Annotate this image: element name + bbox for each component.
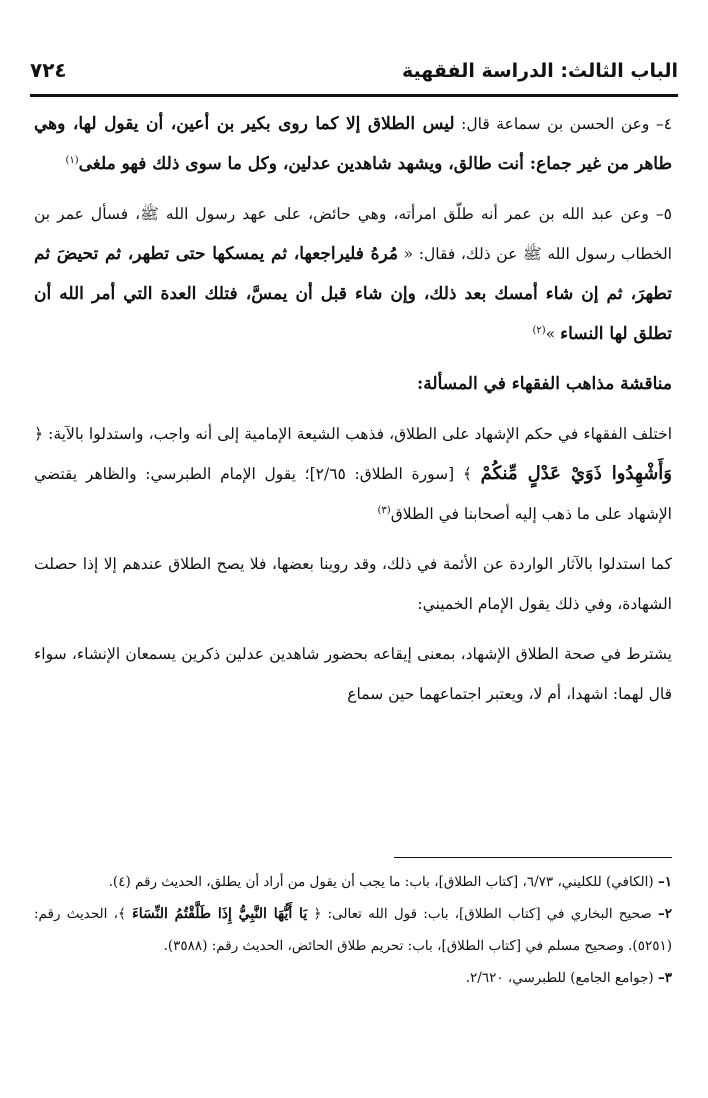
paragraph-8: يشترط في صحة الطلاق الإشهاد، بمعنى إيقاعه بحضور شاهدين عدلين ذكرين يسمعان الإنشاء، سواء قال لهما: اشهدا، أم لا، ويعتبر اجتماعهما حين سماع <box>34 645 672 703</box>
footnote-number: ٣– <box>657 970 672 986</box>
footnote-3 <box>34 962 672 994</box>
running-header <box>30 56 678 96</box>
paragraph-6 <box>34 414 672 534</box>
quran-verse: وَأَشْهِدُوا ذَوَيْ عَدْلٍ مِّنكُمْ <box>480 463 672 484</box>
paragraph-gap <box>34 624 672 634</box>
paragraph-gap <box>34 534 672 544</box>
page-number: ٧٢٤ <box>30 58 67 82</box>
p4-intro: ٤– وعن الحسن بن سماعة قال: <box>454 115 673 133</box>
footnote-ref-3: (٣) <box>377 504 391 516</box>
footnote-text: (الكافي) للكليني، ٦/٧٣، [كتاب الطلاق]، باب: ما يجب أن يقول من أراد أن يطلق، الحديث رقم (٤). <box>108 874 654 890</box>
header-rule <box>30 94 678 97</box>
footnote-1 <box>34 866 672 898</box>
footnote-rule <box>394 857 672 858</box>
p6-text: اختلف الفقهاء في حكم الإشهاد على الطلاق، فذهب الشيعة الإمامية إلى أنه واجب، واستدلوا بالآية: ﴿ <box>34 425 672 443</box>
section-heading: مناقشة مذاهب الفقهاء في المسألة: <box>417 374 672 394</box>
footnote-ref-1: (١) <box>65 154 79 166</box>
paragraph-gap <box>34 184 672 194</box>
footnote-number: ١– <box>657 874 672 890</box>
p5-text: ٥– وعن عبد الله بن عمر أنه طلّق امرأته، وهي حائض، على عهد رسول الله ﷺ، فسأل عمر بن الخطاب رسول الله ﷺ عن ذلك، فقال: « <box>34 205 672 263</box>
p5-quote-close: » <box>545 325 561 343</box>
footnote-text: (جوامع الجامع) للطبرسي، ٢/٦٢٠. <box>465 970 654 986</box>
footnote-verse: يَا أَيُّهَا النَّبِيُّ إِذَا طَلَّقْتُمُ النِّسَاءَ <box>132 906 308 922</box>
p6-text-cont: ﴾ [سورة الطلاق: ٢/٦٥]؛ يقول الإمام الطبرسي: والظاهر يقتضي الإشهاد على ما ذهب إليه أصحابنا في الطلاق <box>34 465 672 523</box>
chapter-title: الباب الثالث: الدراسة الفقهية <box>402 60 678 82</box>
footnote-number: ٢– <box>658 906 673 922</box>
paragraph-4 <box>34 104 672 184</box>
p4-quote: ليس الطلاق إلا كما روى بكير بن أعين، أن يقول لها، وهي طاهر من غير جماع: أنت طالق، ويشهد شاهدين عدلين، وكل ما سوى ذلك فهو ملغى <box>34 114 672 174</box>
paragraph-5 <box>34 194 672 354</box>
footnote-text: صحيح البخاري في [كتاب الطلاق]، باب: قول الله تعالى: ﴿ <box>307 906 652 922</box>
footnote-ref-2: (٢) <box>532 324 546 336</box>
paragraph-gap <box>34 404 672 414</box>
paragraph-gap <box>34 354 672 364</box>
footnotes <box>34 866 672 994</box>
p5-hadith-quote: مُرهُ فليراجعها، ثم يمسكها حتى تطهر، ثم تحيضَ ثم تطهرَ، ثم إن شاء أمسك بعد ذلك، وإن شاء قبل أن يمسَّ، فتلك العدة التي أمر الله أن تطلق لها النساء <box>34 244 672 344</box>
footnote-2 <box>34 898 672 962</box>
footnote-text-cont: ﴾، الحديث رقم: (٥٢٥١). وصحيح مسلم في [كتاب الطلاق]، باب: تحريم طلاق الحائض، الحديث رقم: (٣٥٨٨). <box>34 906 672 954</box>
paragraph-7: كما استدلوا بالآثار الواردة عن الأئمة في ذلك، وقد روينا بعضها، فلا يصح الطلاق عندهم إلا إذا حصلت الشهادة، وفي ذلك يقول الإمام الخميني: <box>34 555 672 613</box>
main-text <box>34 104 672 714</box>
